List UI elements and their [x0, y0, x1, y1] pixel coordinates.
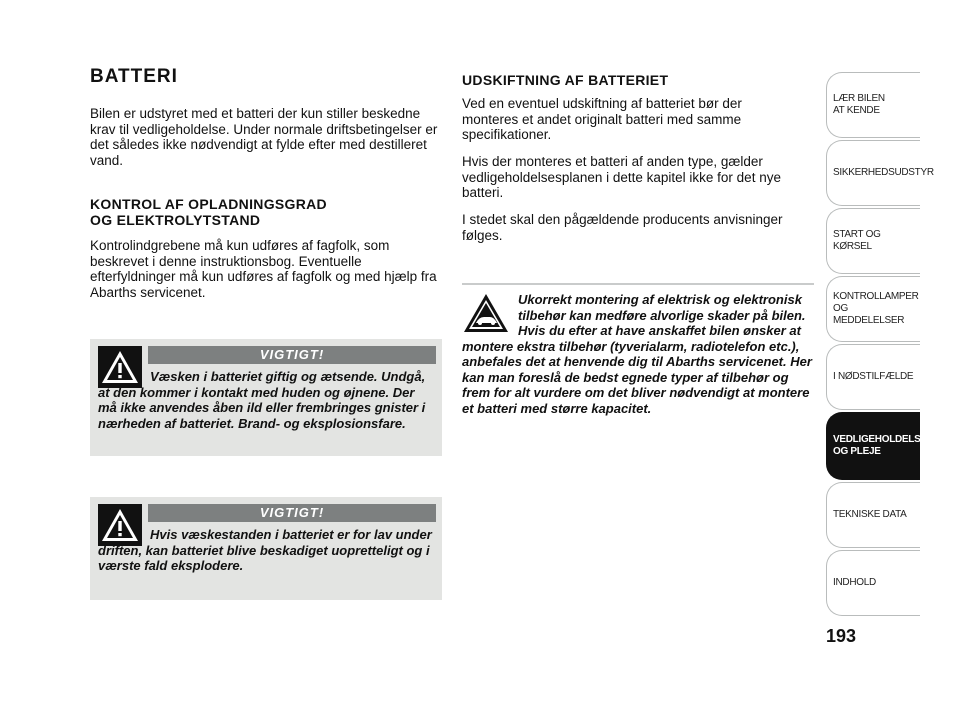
warning-text: Væsken i batteriet giftig og ætsende. Undgå, at den kommer i kontakt med huden og øjnene. Der må ikke anvendes åben ild eller frembringes gnister i nærheden af batteriet. Brand- og eksplosionsfare. — [98, 369, 426, 431]
tab-i-nodstilfaelde[interactable] — [826, 344, 920, 410]
section-title: BATTERI — [90, 66, 178, 87]
subheading-line-1: KONTROL AF OPLADNINGSGRAD — [90, 196, 327, 212]
divider — [462, 283, 814, 285]
warning-header: VIGTIGT! — [148, 504, 436, 522]
tab-label: LÆR BILEN AT KENDE — [833, 93, 885, 116]
tab-label: KONTROLLAMPER OG MEDDELELSER — [833, 291, 919, 326]
tab-kontrollamper[interactable] — [826, 276, 920, 342]
car-warning — [462, 292, 814, 416]
intro-paragraph: Bilen er udstyret med et batteri der kun stiller beskedne krav til vedligeholdelse. Under normale driftsbetingelser er det således ikke nødvendigt at fylde efter med destilleret vand. — [90, 106, 438, 168]
subheading-line-2: OG ELEKTROLYTSTAND — [90, 212, 261, 228]
tab-start-og-korsel[interactable] — [826, 208, 920, 274]
control-paragraph: Kontrolindgrebene må kun udføres af fagfolk, som beskrevet i denne instruktionsbog. Eventuelle efterfyldninger må kun udføres af fagfolk og med hjælp fra Abarths servicenet. — [90, 238, 437, 300]
warning-header: VIGTIGT! — [148, 346, 436, 364]
tab-label: TEKNISKE DATA — [833, 509, 907, 520]
tab-indhold[interactable] — [826, 550, 920, 616]
tab-label: SIKKERHEDSUDSTYR — [833, 167, 934, 178]
tab-tekniske-data[interactable] — [826, 482, 920, 548]
tab-vedligeholdelse[interactable] — [826, 412, 927, 480]
warning-box-2 — [90, 497, 442, 600]
tab-label: START OG KØRSEL — [833, 229, 881, 252]
right-paragraph-1: Ved en eventuel udskiftning af batteriet bør der monteres et andet originalt batteri med samme specifikationer. — [462, 96, 742, 142]
tab-label: I NØDSTILFÆLDE — [833, 371, 914, 382]
right-paragraph-3: I stedet skal den pågældende producents anvisninger følges. — [462, 212, 783, 243]
right-paragraph-2: Hvis der monteres et batteri af anden type, gælder vedligeholdelsesplanen i dette kapitel ikke for det nye batteri. — [462, 154, 781, 200]
tab-label: INDHOLD — [833, 577, 876, 588]
tab-label: VEDLIGEHOLDELSE OG PLEJE — [833, 434, 927, 457]
car-warning-icon — [462, 292, 510, 336]
car-warning-text: Ukorrekt montering af elektrisk og elektronisk tilbehør kan medføre alvorlige skader på bilen. Hvis du efter at have anskaffet bilen ønsker at montere ekstra tilbehør (tyverialarm, radiotelefon etc.), anbefales det at henvende dig til Abarths servicenet. Her kan man foreslå de bedst egnede typer af tilbehør og frem for alt vurdere om det bliver nødvendigt at montere et batteri med større kapacitet. — [462, 292, 812, 416]
right-heading: UDSKIFTNING AF BATTERIET — [462, 72, 669, 88]
tab-sikkerhedsudstyr[interactable] — [826, 140, 934, 206]
warning-text: Hvis væskestanden i batteriet er for lav under driften, kan batteriet blive beskadiget uopretteligt og i værste fald eksplodere. — [98, 527, 432, 573]
warning-box-1 — [90, 339, 442, 456]
tab-laer-bilen[interactable] — [826, 72, 920, 138]
page-number: 193 — [826, 626, 857, 646]
subheading — [90, 196, 440, 228]
